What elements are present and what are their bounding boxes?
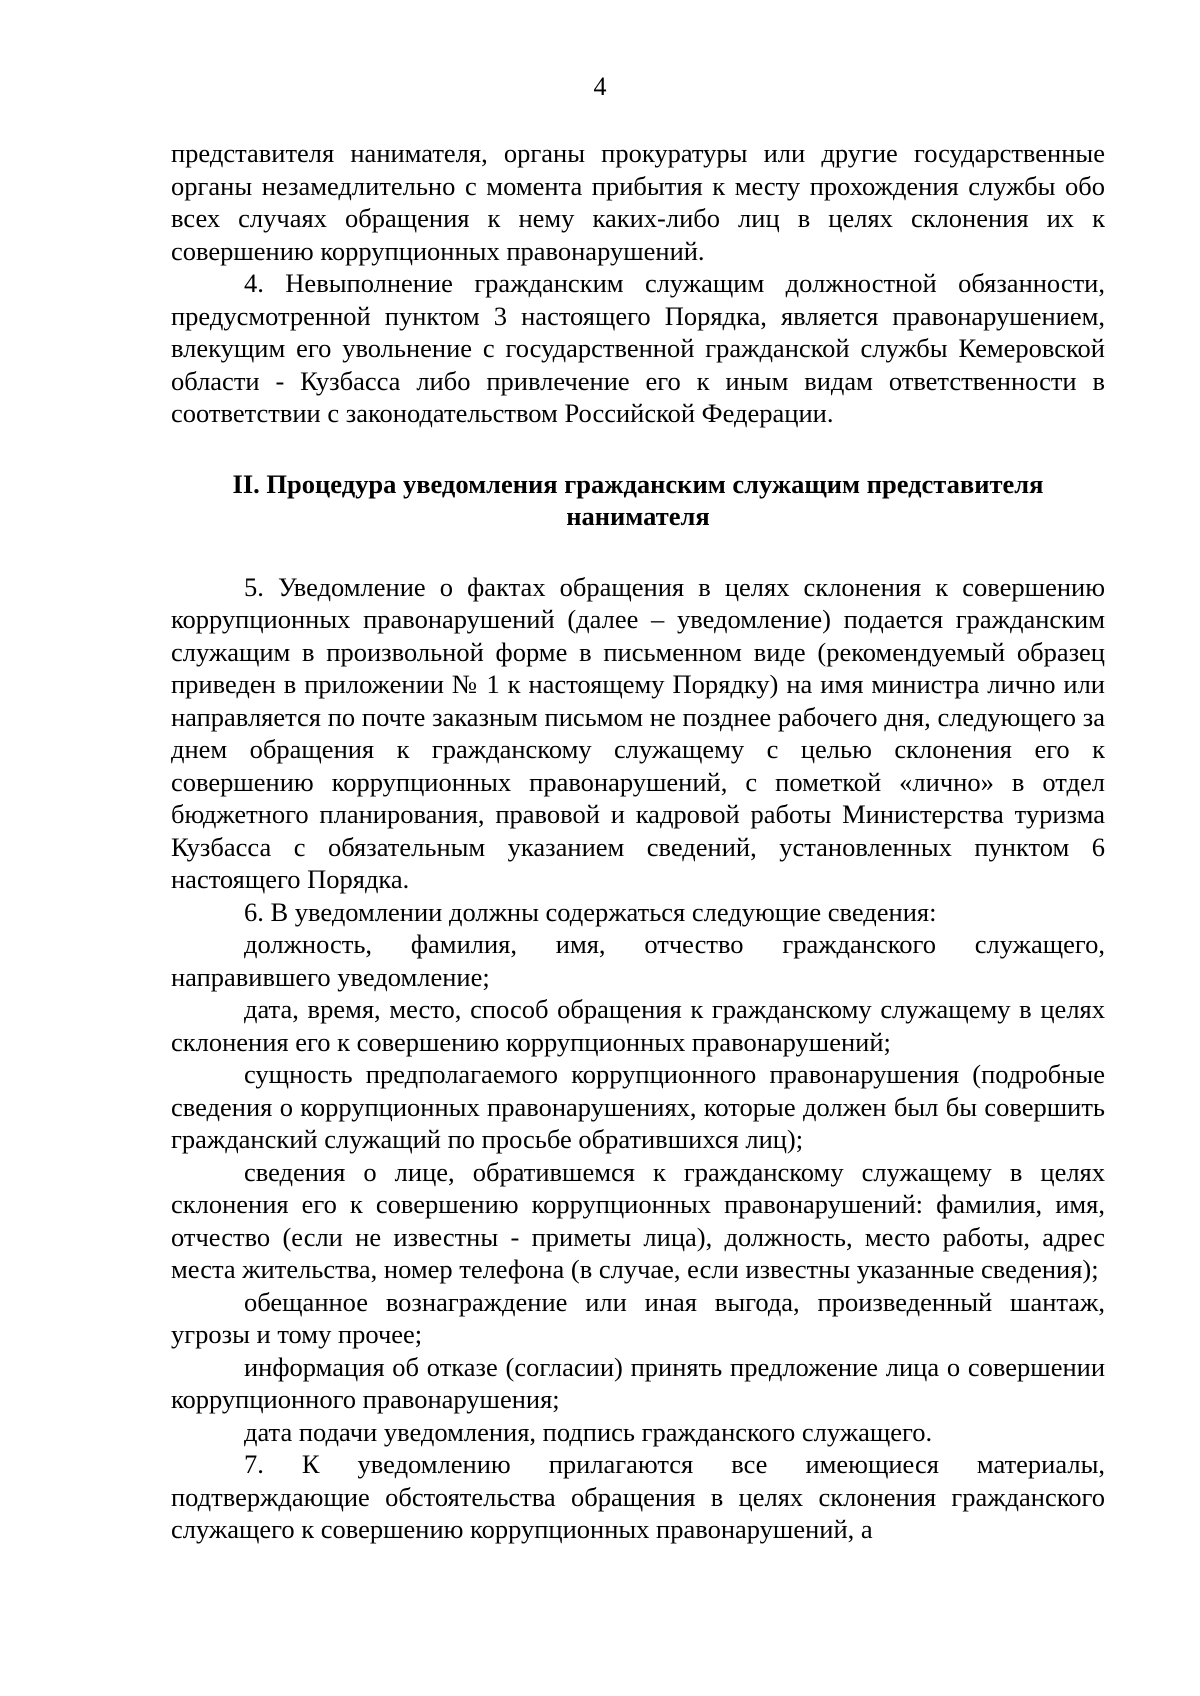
- document-body: [171, 137, 1105, 1546]
- paragraph-item-6: 6. В уведомлении должны содержаться следующие сведения:: [244, 896, 937, 927]
- paragraph-detail-date-time-place: дата, время, место, способ обращения к гражданскому служащему в целях склонения его к совершению коррупционных правонарушений;: [171, 994, 1105, 1057]
- paragraph-detail-refusal-info: информация об отказе (согласии) принять предложение лица о совершении коррупционного правонарушения;: [171, 1351, 1105, 1414]
- page-number: 4: [593, 72, 607, 101]
- section-title-line-1: II. Процедура уведомления гражданским служащим представителя: [232, 468, 1044, 499]
- paragraph-detail-submission-date: дата подачи уведомления, подпись гражданского служащего.: [244, 1416, 933, 1447]
- paragraph-item-5: 5. Уведомление о фактах обращения в целях склонения к совершению коррупционных правонарушений (далее – уведомление) подается гражданским служащим в произвольной форме в письменном виде (рекомендуемый образец приведен в приложении № 1 к настоящему Порядку) на имя министра лично или направляется по почте заказным письмом не позднее рабочего дня, следующего за днем обращения к гражданскому служащему с целью склонения его к совершению коррупционных правонарушений, с пометкой «лично» в отдел бюджетного планирования, правовой и кадровой работы Министерства туризма Кузбасса с обязательным указанием сведений, установленных пунктом 6 настоящего Порядка.: [171, 571, 1105, 894]
- paragraph-detail-essence: сущность предполагаемого коррупционного правонарушения (подробные сведения о коррупционных правонарушениях, которые должен был бы совершить гражданский служащий по просьбе обратившихся лиц);: [171, 1059, 1105, 1154]
- paragraph-continuation: представителя нанимателя, органы прокуратуры или другие государственные органы незамедлительно с момента прибытия к месту прохождения службы обо всех случаях обращения к нему каких-либо лиц в целях склонения их к совершению коррупционных правонарушений.: [171, 138, 1105, 266]
- section-title: [171, 468, 1105, 533]
- paragraph-item-4: 4. Невыполнение гражданским служащим должностной обязанности, предусмотренной пунктом 3 настоящего Порядка, является правонарушением, влекущим его увольнение с государственной гражданской службы Кемеровской области - Кузбасса либо привлечение его к иным видам ответственности в соответствии с законодательством Российской Федерации.: [171, 268, 1105, 428]
- paragraph-detail-position-name: должность, фамилия, имя, отчество гражданского служащего, направившего уведомление;: [171, 929, 1105, 992]
- paragraph-detail-reward: обещанное вознаграждение или иная выгода, произведенный шантаж, угрозы и тому прочее;: [171, 1286, 1105, 1349]
- paragraph-item-7: 7. К уведомлению прилагаются все имеющиеся материалы, подтверждающие обстоятельства обращения в целях склонения гражданского служащего к совершению коррупционных правонарушений, а: [171, 1449, 1105, 1544]
- section-title-line-2: нанимателя: [566, 501, 710, 531]
- paragraph-detail-person-info: сведения о лице, обратившемся к гражданскому служащему в целях склонения его к совершению коррупционных правонарушений: фамилия, имя, отчество (если не известны - приметы лица), должность, место работы, адрес места жительства, номер телефона (в случае, если известны указанные сведения);: [171, 1156, 1105, 1284]
